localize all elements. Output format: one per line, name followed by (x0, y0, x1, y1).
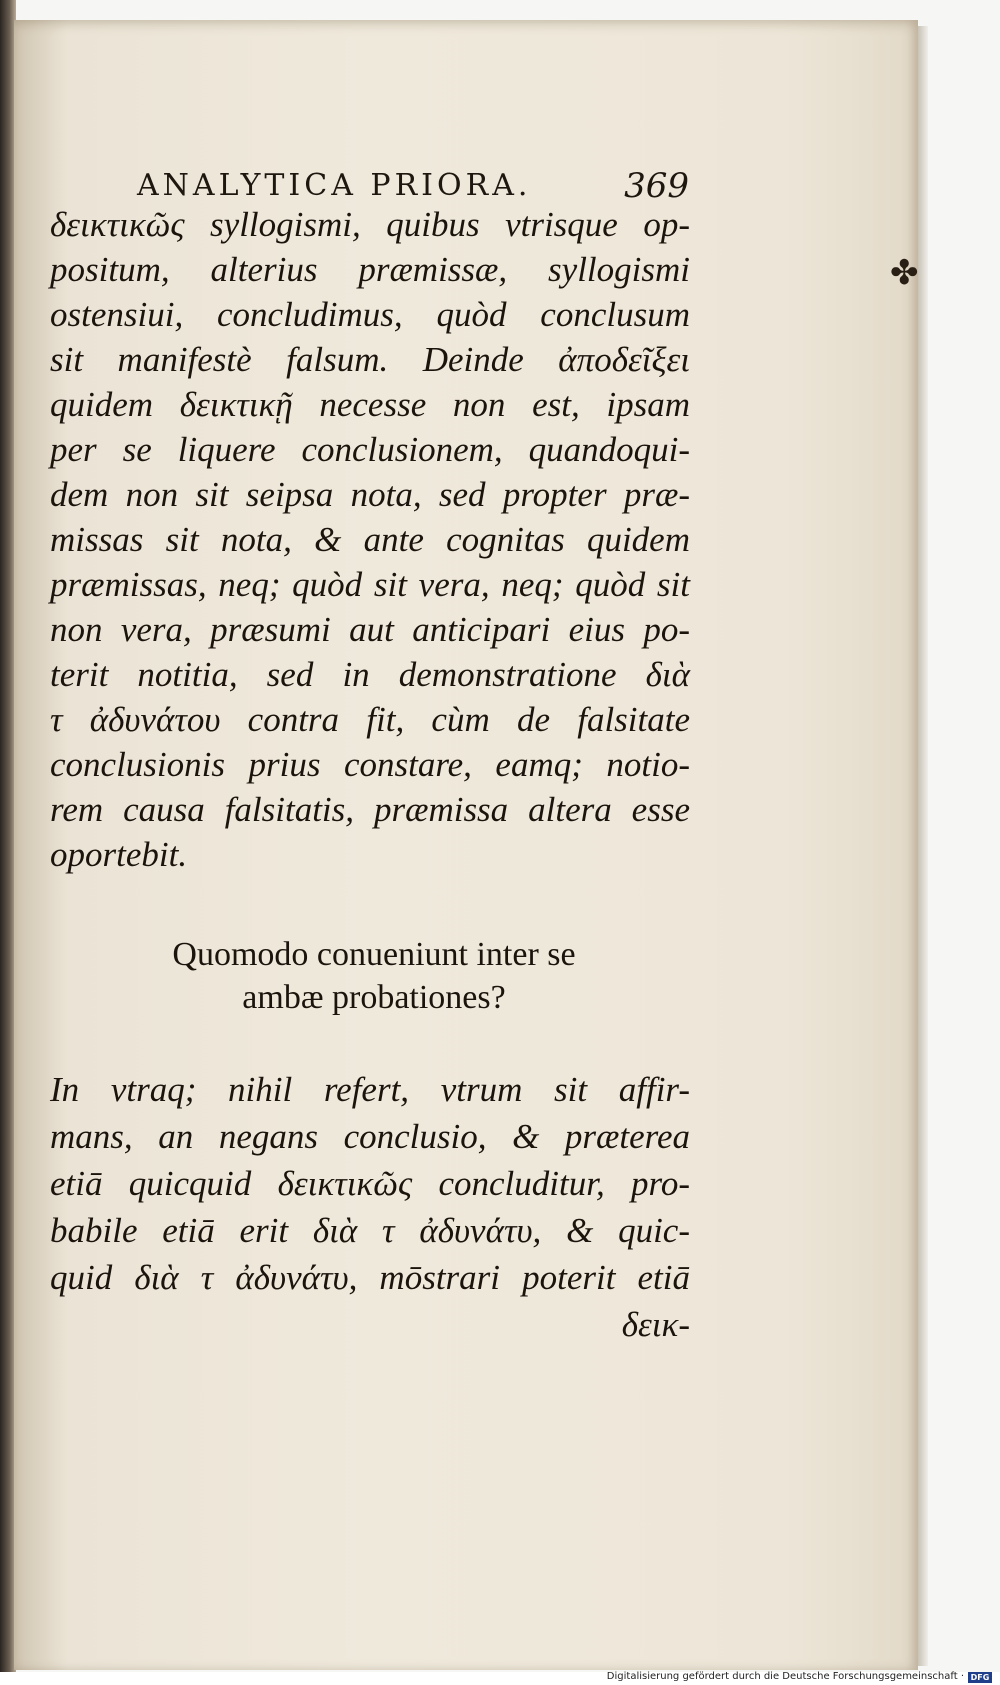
page-right-shadow (918, 26, 928, 1666)
text-line: babile etiā erit διὰ τ ἀδυνάτυ, & quic- (50, 1211, 690, 1250)
text-line: quidem δεικτικῇ necesse non est, ipsam (50, 385, 690, 424)
section-heading-line: Quomodo conueniunt inter se (172, 936, 576, 973)
marginal-flower-icon: ✤ (890, 253, 919, 293)
text-line: quid διὰ τ ἀδυνάτυ, mōstrari poterit etiā (50, 1258, 690, 1297)
dfg-logo: DFG (968, 1672, 992, 1683)
text-line: positum, alterius præmissæ, syllogismi (50, 250, 690, 289)
text-line: non vera, præsumi aut anticipari eius po- (50, 610, 690, 649)
running-head (137, 166, 689, 206)
text-line: dem non sit seipsa nota, sed propter præ- (50, 475, 690, 514)
text-line: præmissas, neq; quòd sit vera, neq; quòd sit (50, 565, 690, 604)
text-line: mans, an negans conclusio, & præterea (50, 1117, 690, 1156)
text-line: conclusionis prius constare, eamq; notio- (50, 745, 690, 784)
text-line: δεικτικῶς syllogismi, quibus vtrisque op- (50, 205, 690, 244)
book-page (14, 20, 918, 1670)
digitization-credit: Digitalisierung gefördert durch die Deutsche Forschungsgemeinschaft · (606, 1671, 964, 1682)
text-line: rem causa falsitatis, præmissa altera esse (50, 790, 690, 829)
text-line: In vtraq; nihil refert, vtrum sit affir- (50, 1070, 690, 1109)
text-line: etiā quicquid δεικτικῶς concluditur, pro- (50, 1164, 690, 1203)
catchword: δεικ- (621, 1305, 690, 1344)
text-line: missas sit nota, & ante cognitas quidem (50, 520, 690, 559)
text-line: τ ἀδυνάτου contra fit, cùm de falsitate (50, 700, 690, 739)
text-line: terit notitia, sed in demonstratione διὰ (50, 655, 690, 694)
text-line: ostensiui, concludimus, quòd conclusum (50, 295, 690, 334)
text-line: per se liquere conclusionem, quandoqui- (50, 430, 690, 469)
section-heading-line: ambæ probationes? (242, 979, 506, 1016)
page-number: 369 (624, 166, 689, 206)
text-line: oportebit. (50, 835, 188, 874)
running-head-title: ANALYTICA PRIORA. (137, 168, 532, 203)
text-line: sit manifestè falsum. Deinde ἀποδεῖξει (50, 340, 690, 379)
